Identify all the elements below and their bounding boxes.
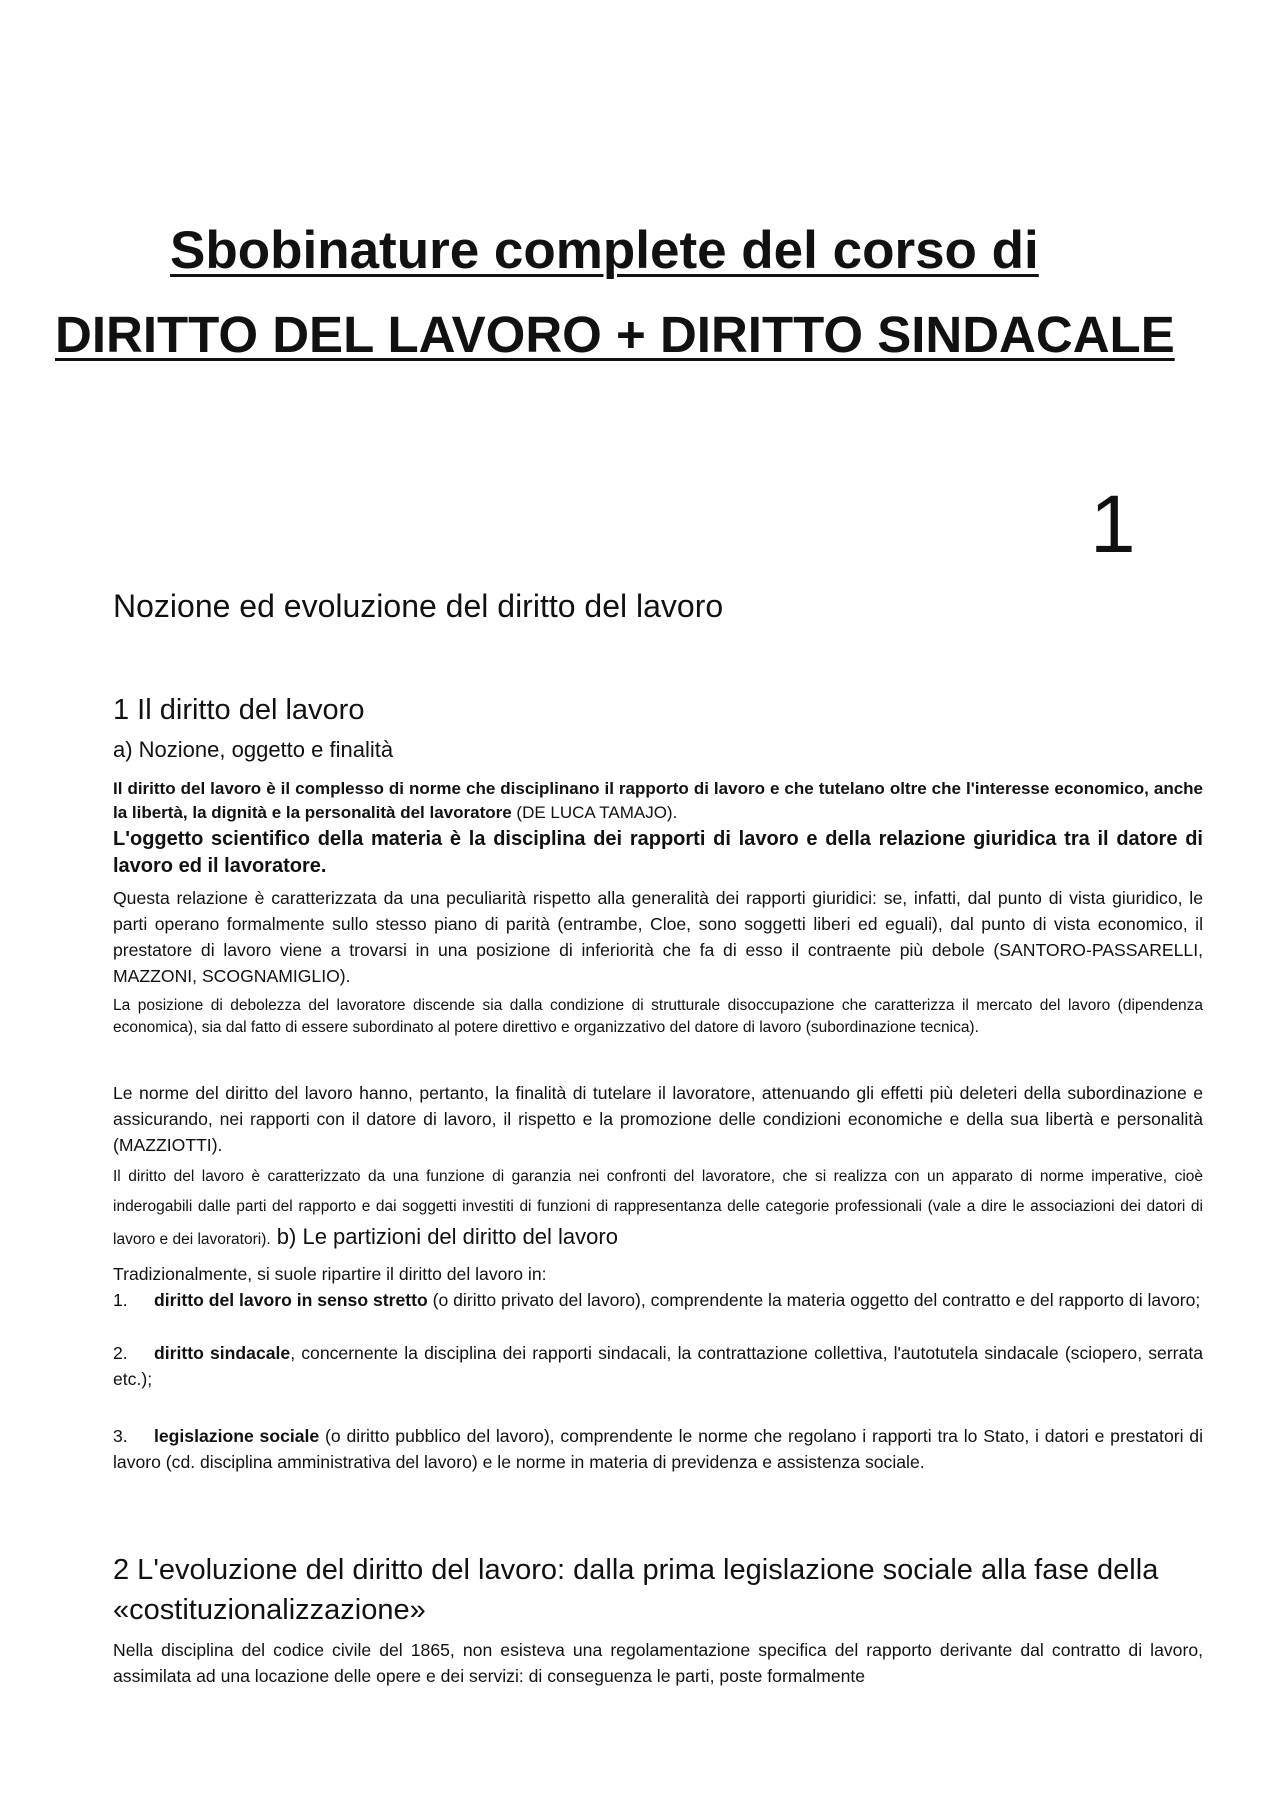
list-item-text: (o diritto pubblico del lavoro), comprendente le norme che regolano i rapporti tra lo Stato, i datori e prestatori di lavoro (cd. disciplina amministrativa del lavoro) e le norme in materia di previdenza e assistenza sociale. [113, 1426, 1203, 1472]
subsection-a-heading: a) Nozione, oggetto e finalità [113, 737, 394, 762]
list-item-term: legislazione sociale [154, 1426, 320, 1446]
definition-paragraph [113, 777, 1203, 825]
definition-bold-text: Il diritto del lavoro è il complesso di norme che disciplinano il rapporto di lavoro e che tutelano oltre che l'interesse economico, anche la libertà, la dignità e la personalità del lavoratore [113, 779, 1203, 822]
list-item-text: , concernente la disciplina dei rapporti sindacali, la contrattazione collettiva, l'autotutela sindacale (sciopero, serrata etc.); [113, 1343, 1203, 1389]
guarantee-paragraph [113, 1162, 1203, 1255]
list-item-number: 1. [113, 1290, 128, 1310]
list-item-term: diritto sindacale [154, 1343, 291, 1363]
section-2-heading: 2 L'evoluzione del diritto del lavoro: dalla prima legislazione sociale alla fase della «costituzionalizzazione» [113, 1554, 1159, 1626]
guarantee-text: Il diritto del lavoro è caratterizzato da una funzione di garanzia nei confronti del lavoratore, che si realizza con un apparato di norme imperative, cioè inderogabili dalle parti del rapporto e dai soggetti investiti di funzioni di rappresentanza delle categorie professionali (vale a dire le associazioni dei datori di lavoro e dei lavoratori). [113, 1168, 1203, 1248]
document-title-line-2: DIRITTO DEL LAVORO + DIRITTO SINDACALE [55, 306, 1175, 363]
purpose-paragraph: Le norme del diritto del lavoro hanno, pertanto, la finalità di tutelare il lavoratore, attenuando gli effetti più deleteri della subordinazione e assicurando, nei rapporti con il datore di lavoro, il rispetto e la promozione delle condizioni economiche e della sua libertà e personalità (MAZZIOTTI). [113, 1083, 1203, 1155]
object-paragraph: L'oggetto scientifico della materia è la disciplina dei rapporti di lavoro e della relazione giuridica tra il datore di lavoro ed il lavoratore. [113, 828, 1203, 877]
document-title-line-1: Sbobinature complete del corso di [170, 221, 1039, 280]
weakness-paragraph: La posizione di debolezza del lavoratore discende sia dalla condizione di strutturale disoccupazione che caratterizza il mercato del lavoro (dipendenza economica), sia dal fatto di essere subordinato al potere direttivo e organizzativo del datore di lavoro (subordinazione tecnica). [113, 997, 1203, 1036]
list-item [113, 1287, 1203, 1313]
definition-citation: (DE LUCA TAMAJO). [511, 803, 678, 822]
chapter-title: Nozione ed evoluzione del diritto del lavoro [113, 588, 724, 624]
subsection-b-heading: b) Le partizioni del diritto del lavoro [270, 1224, 618, 1249]
list-item-term: diritto del lavoro in senso stretto [154, 1290, 428, 1310]
list-item-text: (o diritto privato del lavoro), comprendente la materia oggetto del contratto e del rapporto di lavoro; [427, 1290, 1201, 1310]
list-item [113, 1423, 1203, 1475]
list-item-number: 2. [113, 1343, 128, 1363]
chapter-number: 1 [1090, 479, 1136, 570]
list-item-number: 3. [113, 1426, 128, 1446]
list-item [113, 1340, 1203, 1392]
relation-paragraph: Questa relazione è caratterizzata da una peculiarità rispetto alla generalità dei rapporti giuridici: se, infatti, dal punto di vista giuridico, le parti operano formalmente sullo stesso piano di parità (entrambe, Cloe, sono soggetti liberi ed eguali), dal punto di vista economico, il prestatore di lavoro viene a trovarsi in una posizione di inferiorità che fa di esso il contraente più debole (SANTORO-PASSARELLI, MAZZONI, SCOGNAMIGLIO). [113, 888, 1203, 986]
section-2-intro-paragraph: Nella disciplina del codice civile del 1865, non esisteva una regolamentazione specifica del rapporto derivante dal contratto di lavoro, assimilata ad una locazione delle opere e dei servizi: di conseguenza le parti, poste formalmente [113, 1640, 1203, 1686]
partitions-intro: Tradizionalmente, si suole ripartire il diritto del lavoro in: [113, 1264, 547, 1284]
section-1-heading: 1 Il diritto del lavoro [113, 694, 365, 726]
